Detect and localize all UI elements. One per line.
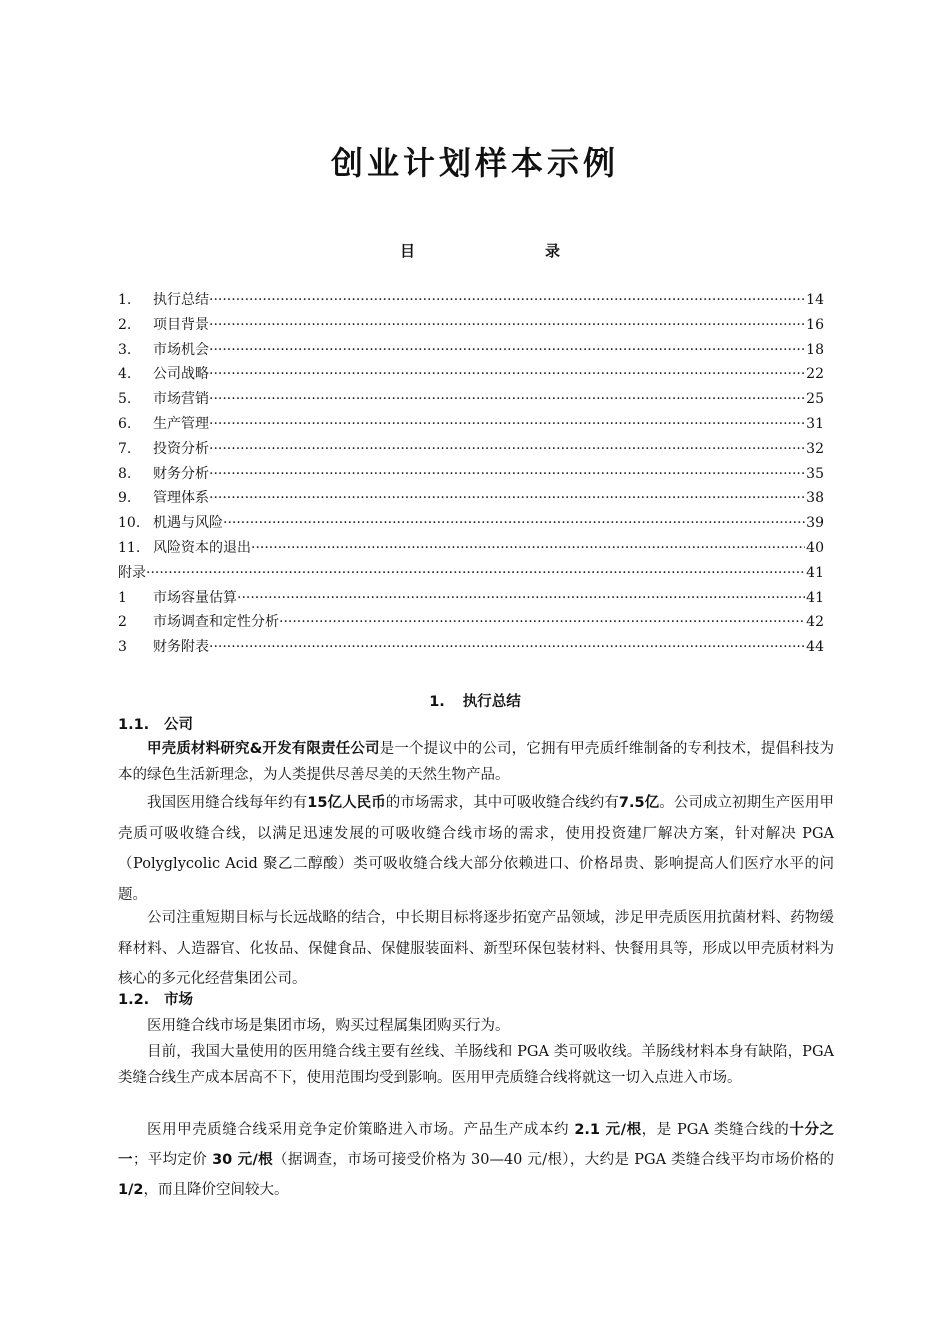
- bold-figure: 30 元/根: [212, 1152, 273, 1168]
- toc-leader-dots: [209, 288, 805, 313]
- toc-entry[interactable]: [118, 561, 824, 586]
- toc-leader-dots: [209, 387, 805, 412]
- toc-leader-dots: [237, 586, 805, 611]
- section-number: 1.: [429, 694, 445, 710]
- toc-leader-dots: [251, 536, 805, 561]
- paragraph-current-products: 目前，我国大量使用的医用缝合线主要有丝线、羊肠线和 PGA 类可吸收线。羊肠线材料本身有缺陷，PGA 类缝合线生产成本居高不下，使用范围均受到影响。医用甲壳质缝合线将就这一切入点进入市场。: [118, 1044, 834, 1086]
- section-heading: [0, 690, 950, 711]
- toc-entry[interactable]: [118, 362, 824, 387]
- bold-figure: 十分之一: [118, 1122, 835, 1168]
- toc-entry[interactable]: [118, 338, 824, 363]
- paragraph-text: ，是 PGA 类缝合线的: [641, 1122, 790, 1138]
- toc-leader-dots: [146, 561, 805, 586]
- toc-entry-number: 1.: [118, 292, 132, 308]
- toc-entry-label: 项目背景: [153, 316, 209, 333]
- table-of-contents: [118, 288, 824, 660]
- toc-entry[interactable]: [118, 387, 824, 412]
- toc-entry-page: 35: [806, 465, 824, 482]
- toc-entry-page: 14: [806, 292, 824, 308]
- subsection-number: 1.1.: [118, 717, 150, 733]
- subsection-number: 1.2.: [118, 992, 150, 1008]
- toc-entry-label: 机遇与风险: [153, 515, 223, 532]
- toc-entry[interactable]: [118, 586, 824, 611]
- toc-entry-label: 财务分析: [153, 465, 209, 482]
- document-title: 创业计划样本示例: [330, 144, 619, 182]
- toc-entry-label: 市场机会: [153, 341, 209, 358]
- toc-leader-dots: [209, 437, 805, 462]
- paragraph-company-intro: [118, 736, 834, 788]
- toc-entry-number: 2: [118, 614, 127, 631]
- toc-entry-label: 管理体系: [153, 490, 209, 507]
- bold-figure: 7.5亿: [618, 795, 660, 811]
- paragraph-group-market: 医用缝合线市场是集团市场，购买过程属集团购买行为。: [147, 1018, 510, 1034]
- toc-entry-page: 39: [806, 515, 824, 532]
- company-name: 甲壳质材料研究&开发有限责任公司: [147, 741, 380, 757]
- toc-leader-dots: [209, 338, 805, 363]
- toc-entry-page: 44: [806, 639, 824, 656]
- subsection-title: 公司: [164, 717, 193, 733]
- toc-entry-number: 5.: [118, 391, 132, 408]
- toc-entry-number: 10.: [118, 515, 141, 532]
- toc-leader-dots: [223, 511, 805, 536]
- subsection-heading-company: [118, 713, 193, 734]
- toc-entry[interactable]: [118, 635, 824, 660]
- paragraph-pricing: [118, 1115, 834, 1205]
- toc-entry-page: 38: [806, 490, 824, 507]
- toc-entry-number: 7.: [118, 440, 132, 457]
- toc-entry[interactable]: [118, 511, 824, 536]
- toc-entry-page: 40: [806, 539, 824, 556]
- toc-entry-label: 财务附表: [153, 639, 209, 656]
- toc-entry[interactable]: [118, 313, 824, 338]
- toc-entry[interactable]: [118, 288, 824, 313]
- toc-entry-label: 生产管理: [153, 415, 209, 432]
- paragraph-text: 我国医用缝合线每年约有: [147, 795, 308, 811]
- toc-leader-dots: [209, 486, 805, 511]
- toc-entry-page: 25: [806, 391, 824, 408]
- toc-heading: [400, 240, 560, 261]
- toc-heading-left: 目: [400, 242, 416, 260]
- toc-entry-page: 41: [806, 589, 824, 606]
- toc-entry-page: 32: [806, 440, 824, 457]
- toc-leader-dots: [209, 313, 805, 338]
- subsection-title: 市场: [164, 992, 193, 1008]
- toc-entry[interactable]: [118, 610, 824, 635]
- paragraph-text: ；平均定价: [132, 1152, 213, 1168]
- toc-entry-label: 市场容量估算: [153, 589, 237, 606]
- toc-leader-dots: [209, 635, 805, 660]
- toc-entry-number: 11.: [118, 539, 141, 556]
- toc-entry-number: 9.: [118, 490, 132, 507]
- subsection-heading-market: [118, 988, 193, 1009]
- toc-entry-page: 42: [806, 614, 824, 631]
- toc-entry-page: 41: [806, 564, 824, 581]
- toc-entry-number: 3: [118, 639, 127, 656]
- toc-entry-label: 市场营销: [153, 391, 209, 408]
- toc-entry-number: 6.: [118, 415, 132, 432]
- paragraph-text: 医用甲壳质缝合线采用竞争定价策略进入市场。产品生产成本约: [147, 1122, 575, 1138]
- toc-entry-page: 22: [806, 366, 824, 383]
- toc-leader-dots: [209, 462, 805, 487]
- paragraph-text: 。公司成立初期生产医用甲壳质可吸收缝合线，以满足迅速发展的可吸收缝合线市场的需求，使用投资建厂解决方案，针对解决 PGA（Polyglycolic Acid 聚乙二醇酸）类可吸收缝合线大部分依赖进口、价格昂贵、影响提高人们医疗水平的问题。: [118, 795, 835, 903]
- toc-entry-number: 4.: [118, 366, 132, 383]
- toc-entry-number: 1: [118, 589, 127, 606]
- toc-entry-number: 8.: [118, 465, 132, 482]
- paragraph-text: 的市场需求，其中可吸收缝合线约有: [385, 795, 619, 811]
- toc-leader-dots: [209, 412, 805, 437]
- toc-entry-page: 18: [806, 341, 824, 358]
- paragraph-text: （据调查，市场可接受价格为 30—40 元/根），大约是 PGA 类缝合线平均市场价格的: [273, 1152, 835, 1168]
- bold-figure: 1/2: [118, 1182, 144, 1198]
- toc-entry[interactable]: [118, 462, 824, 487]
- toc-entry-label: 附录: [118, 564, 146, 581]
- toc-heading-right: 录: [544, 242, 560, 260]
- toc-entry-label: 市场调查和定性分析: [153, 614, 279, 631]
- section-title: 执行总结: [462, 694, 521, 710]
- toc-entry-page: 31: [806, 415, 824, 432]
- bold-figure: 15亿人民币: [307, 795, 386, 811]
- toc-entry[interactable]: [118, 536, 824, 561]
- toc-entry-number: 2.: [118, 316, 132, 333]
- toc-entry[interactable]: [118, 412, 824, 437]
- toc-entry-label: 执行总结: [153, 292, 209, 308]
- paragraph-market-demand: [118, 788, 834, 910]
- paragraph-strategy: 公司注重短期目标与长远战略的结合，中长期目标将逐步拓宽产品领域，涉足甲壳质医用抗菌材料、药物缓释材料、人造器官、化妆品、保健食品、保健服装面料、新型环保包装材料、快餐用具等，形成以甲壳质材料为核心的多元化经营集团公司。: [118, 910, 834, 987]
- toc-entry[interactable]: [118, 486, 824, 511]
- bold-figure: 2.1 元/根: [574, 1122, 642, 1138]
- toc-entry-label: 投资分析: [153, 440, 209, 457]
- toc-entry[interactable]: [118, 437, 824, 462]
- paragraph-text: 是一个提议中的公司，它拥有甲壳质纤维制备的专利技术，提倡科技为本的绿色生活新理念，为人类提供尽善尽美的天然生物产品。: [118, 741, 834, 783]
- paragraph-text: ，而且降价空间较大。: [143, 1182, 289, 1198]
- toc-leader-dots: [209, 362, 805, 387]
- toc-entry-page: 16: [806, 316, 824, 333]
- toc-entry-label: 风险资本的退出: [153, 539, 251, 556]
- toc-entry-number: 3.: [118, 341, 132, 358]
- toc-leader-dots: [279, 610, 805, 635]
- toc-entry-label: 公司战略: [153, 366, 209, 383]
